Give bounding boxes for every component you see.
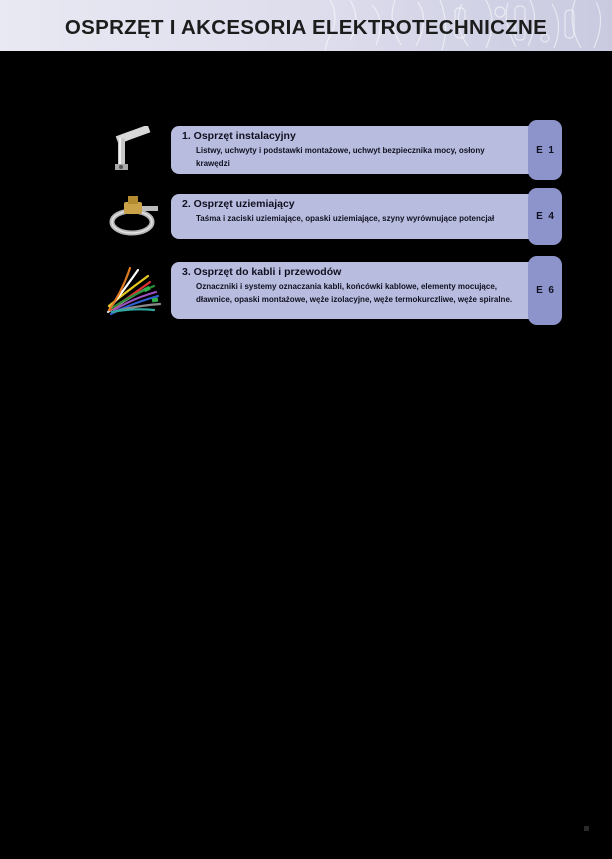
section-installation (104, 126, 564, 174)
section-title[interactable]: 1. Osprzęt instalacyjny (182, 130, 296, 142)
section-tab[interactable] (528, 256, 562, 325)
din-rail-bracket-image (104, 126, 166, 174)
cable-bundle-image (104, 262, 166, 319)
section-tab[interactable] (528, 188, 562, 245)
section-code: E 1 (536, 144, 554, 156)
section-description: Oznaczniki i systemy oznaczania kabli, końcówki kablowe, elementy mocujące, dławnice, opaski montażowe, węże izolacyjne, węże termokurczliwe, węże spiralne. (196, 282, 513, 304)
page-header (0, 0, 612, 51)
page-title: OSPRZĘT I AKCESORIA ELEKTROTECHNICZNE (64, 16, 548, 39)
page-corner-mark (584, 826, 589, 831)
earthing-clamp-image (104, 194, 166, 239)
section-description: Listwy, uchwyty i podstawki montażowe, uchwyt bezpiecznika mocy, osłony krawędzi (196, 146, 485, 168)
section-code: E 4 (536, 211, 554, 222)
section-description: Taśma i zaciski uziemiające, opaski uziemiające, szyny wyrównujące potencjał (196, 214, 495, 223)
section-code: E 6 (536, 285, 554, 296)
section-title[interactable]: 3. Osprzęt do kabli i przewodów (182, 266, 342, 278)
section-cables (104, 262, 564, 319)
section-earthing (104, 194, 564, 239)
section-tab[interactable] (528, 120, 562, 180)
section-title[interactable]: 2. Osprzęt uziemiający (182, 198, 295, 210)
